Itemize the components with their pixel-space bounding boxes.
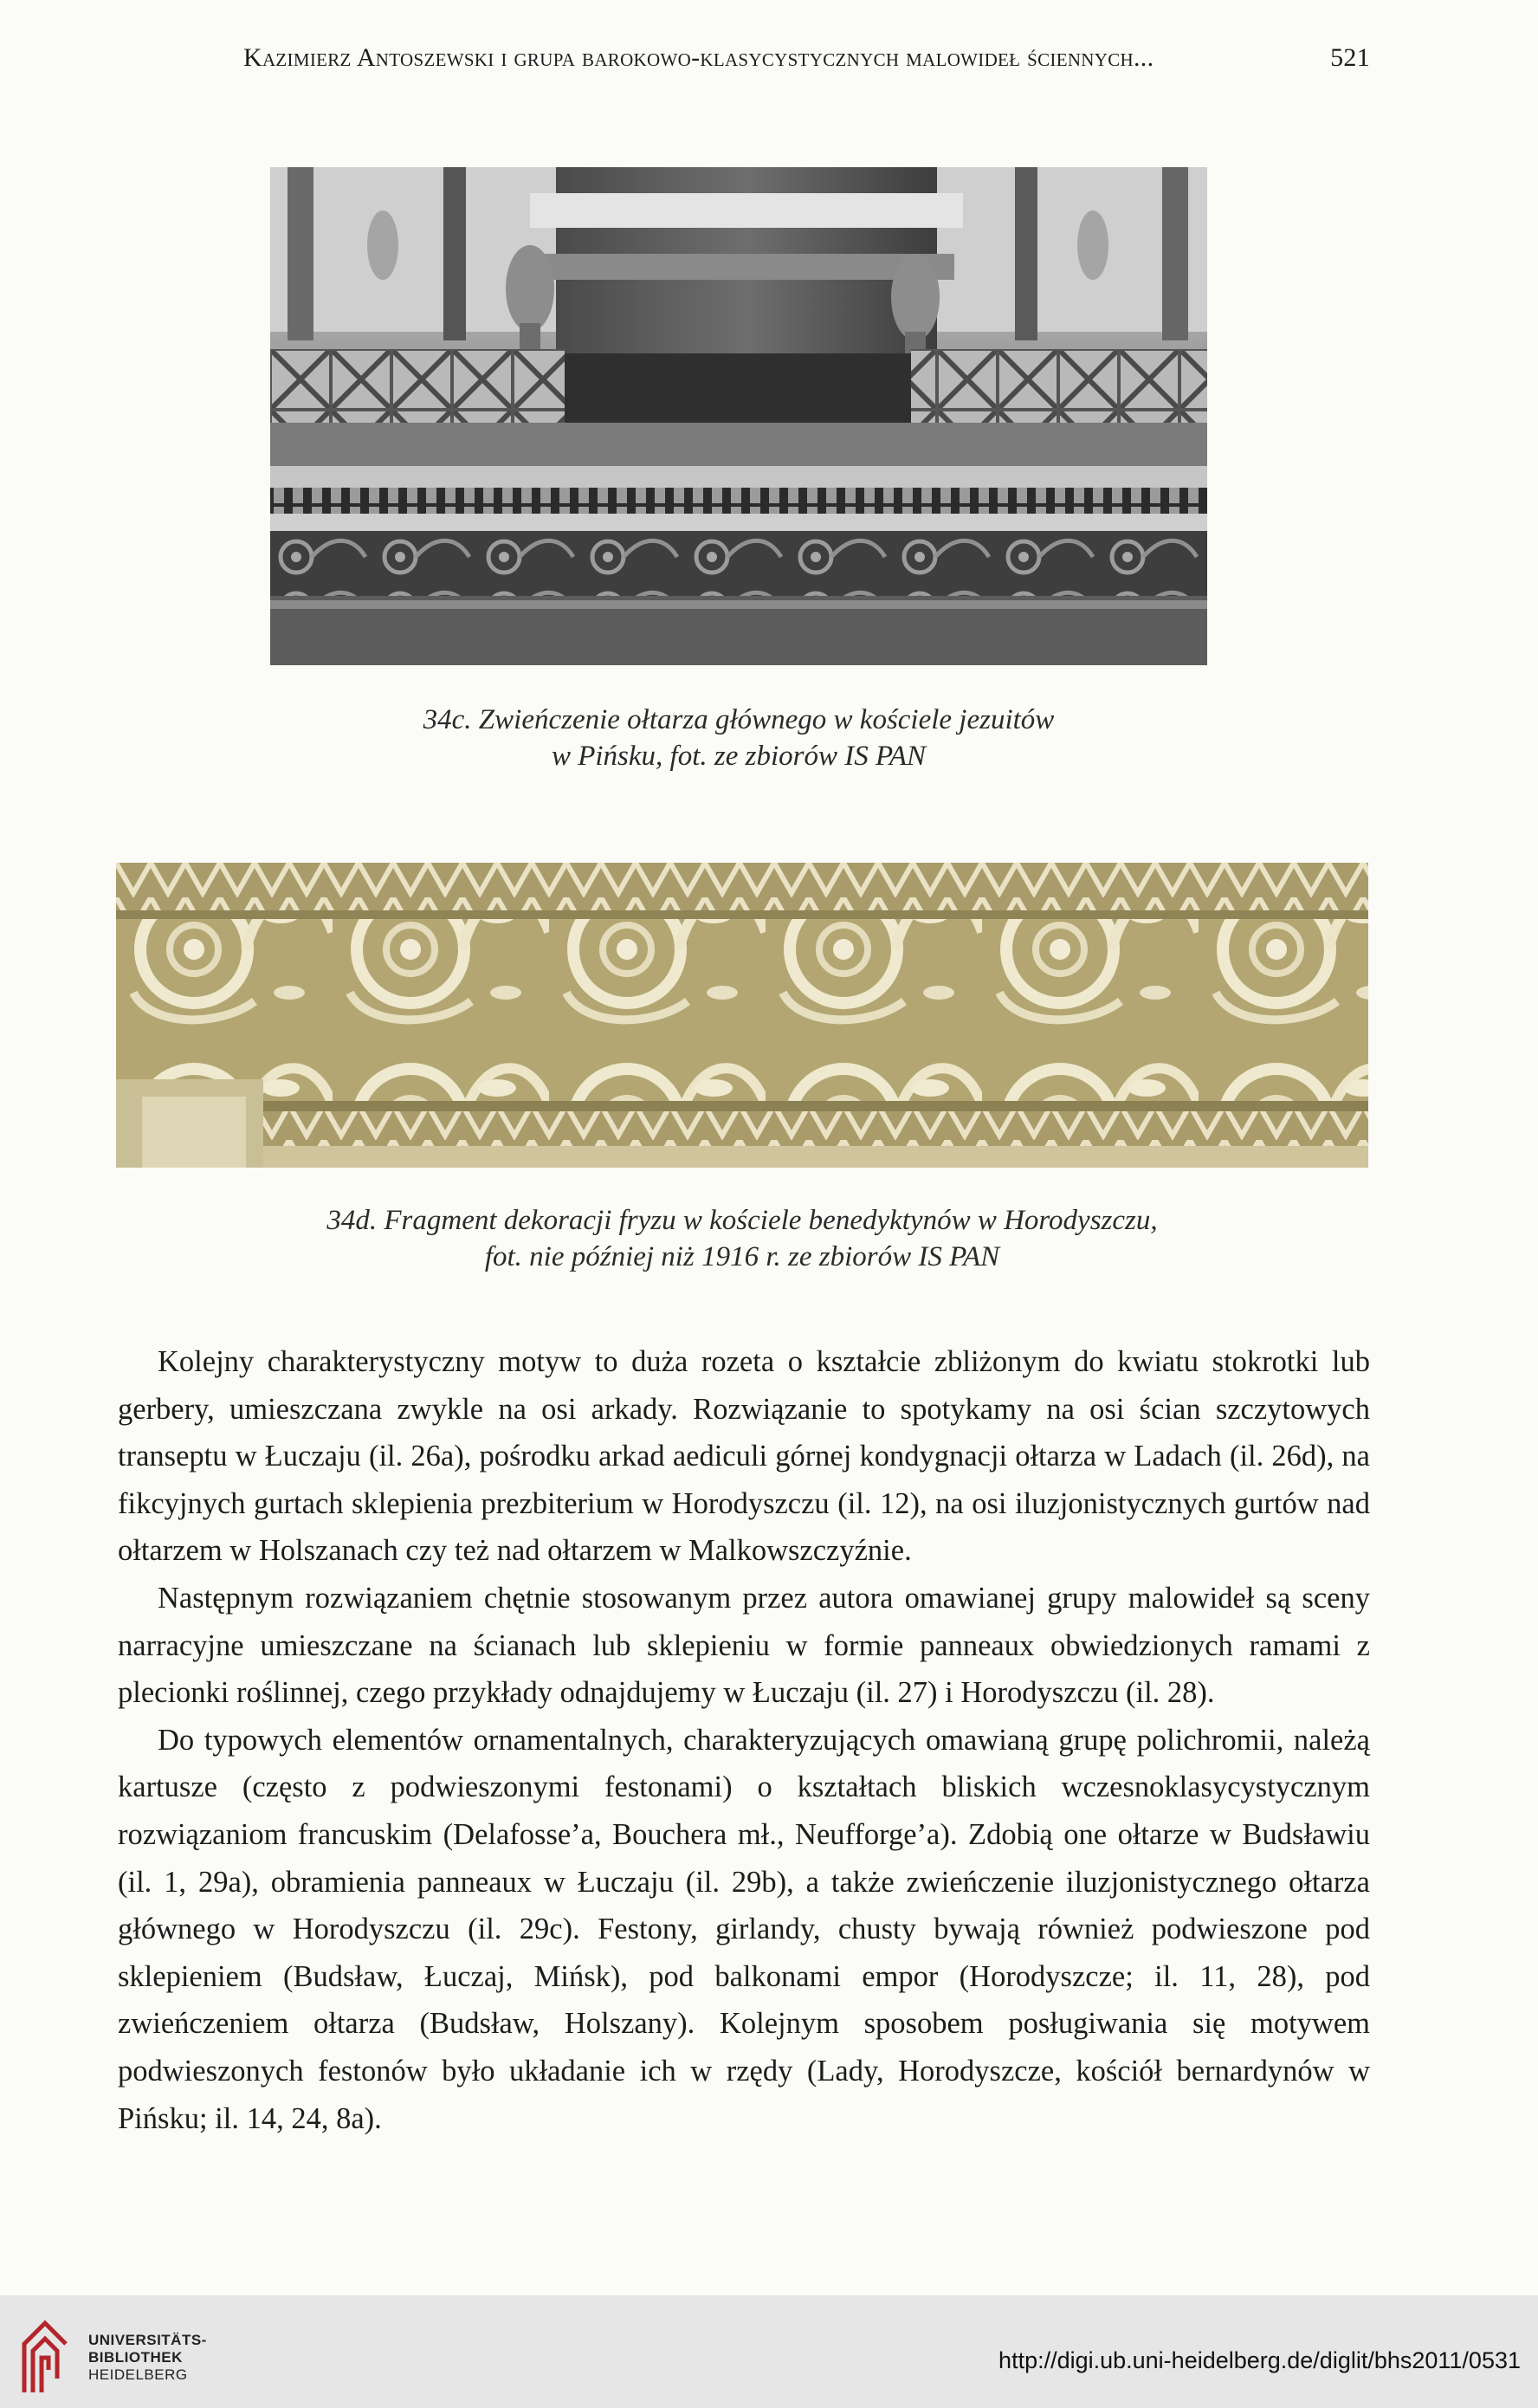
- paragraph: Do typowych elementów ornamentalnych, charakteryzujących omawianą grupę polichromii, należą kartusze (często z podwieszonymi festonami) o kształtach bliskich wczesnoklasycystycznym rozwiązaniom francuskim (Delafosse’a, Bouchera mł., Neufforge’a). Zdobią one ołtarze w Budsławiu (il. 1, 29a), obramienia panneaux w Łuczaju (il. 29b), a także zwieńczenie iluzjonistycznego ołtarza głównego w Horodyszczu (il. 29c). Festony, girlandy, chusty bywają również podwieszone pod sklepieniem (Budsław, Łuczaj, Mińsk), pod balkonami empor (Horodyszcze; il. 11, 28), pod zwieńczeniem ołtarza (Budsław, Holszany). Kolejnym sposobem posługiwania się motywem podwieszonych festonów było układanie ich w rzędy (Lady, Horodyszcze, kościół bernardynów w Pińsku; il. 14, 24, 8a).: [118, 1723, 1370, 2135]
- running-head-title: Kazimierz Antoszewski i grupa barokowo-klasycystycznych malowideł ściennych...: [243, 43, 1154, 72]
- running-head: [243, 43, 1370, 73]
- source-url-link[interactable]: http://digi.ub.uni-heidelberg.de/diglit/bhs2011/0531: [998, 2347, 1521, 2373]
- figure-34c-caption: [270, 702, 1207, 774]
- caption-line: fot. nie później niż 1916 r. ze zbiorów IS PAN: [484, 1241, 1000, 1272]
- library-name-line: HEIDELBERG: [88, 2366, 188, 2383]
- frieze-fragment-photo: [116, 863, 1368, 1168]
- library-name: [88, 2332, 207, 2384]
- caption-line: 34d. Fragment dekoracji fryzu w kościele benedyktynów w Horodyszczu,: [326, 1205, 1158, 1236]
- paragraph: Kolejny charakterystyczny motyw to duża rozeta o kształcie zbliżonym do kwiatu stokrotki lub gerbery, umieszczana zwykle na osi arkady. Rozwiązanie to spotykamy na osi ścian szczytowych transeptu w Łuczaju (il. 26a), pośrodku arkad aediculi górnej kondygnacji ołtarza w Ladach (il. 26d), na fikcyjnych gurtach sklepienia prezbiterium w Horodyszczu (il. 12), na osi iluzjonistycznych gurtów nad ołtarzem w Holszanach czy też nad ołtarzem w Malkowszczyźnie.: [118, 1345, 1370, 1568]
- altar-crowning-photo: [270, 167, 1207, 665]
- library-logo-icon: [17, 2318, 73, 2396]
- library-name-line: BIBLIOTHEK: [88, 2349, 183, 2366]
- figure-34d-caption: [116, 1202, 1368, 1275]
- footer-bar: [0, 2295, 1538, 2408]
- caption-line: w Pińsku, fot. ze zbiorów IS PAN: [551, 741, 927, 772]
- library-name-line: UNIVERSITÄTS-: [88, 2332, 207, 2348]
- figure-34d-photo: [116, 863, 1368, 1168]
- caption-line: 34c. Zwieńczenie ołtarza głównego w kościele jezuitów: [423, 704, 1055, 735]
- paragraph: Następnym rozwiązaniem chętnie stosowanym przez autora omawianej grupy malowideł są sceny narracyjne umieszczane na ścianach lub sklepieniu w formie panneaux obwiedzionych ramami z plecionki roślinnej, czego przykłady odnajdujemy w Łuczaju (il. 27) i Horodyszczu (il. 28).: [118, 1581, 1370, 1710]
- figure-34c-photo: [270, 167, 1207, 665]
- page-number: 521: [1330, 43, 1370, 72]
- body-text: [118, 1338, 1370, 2142]
